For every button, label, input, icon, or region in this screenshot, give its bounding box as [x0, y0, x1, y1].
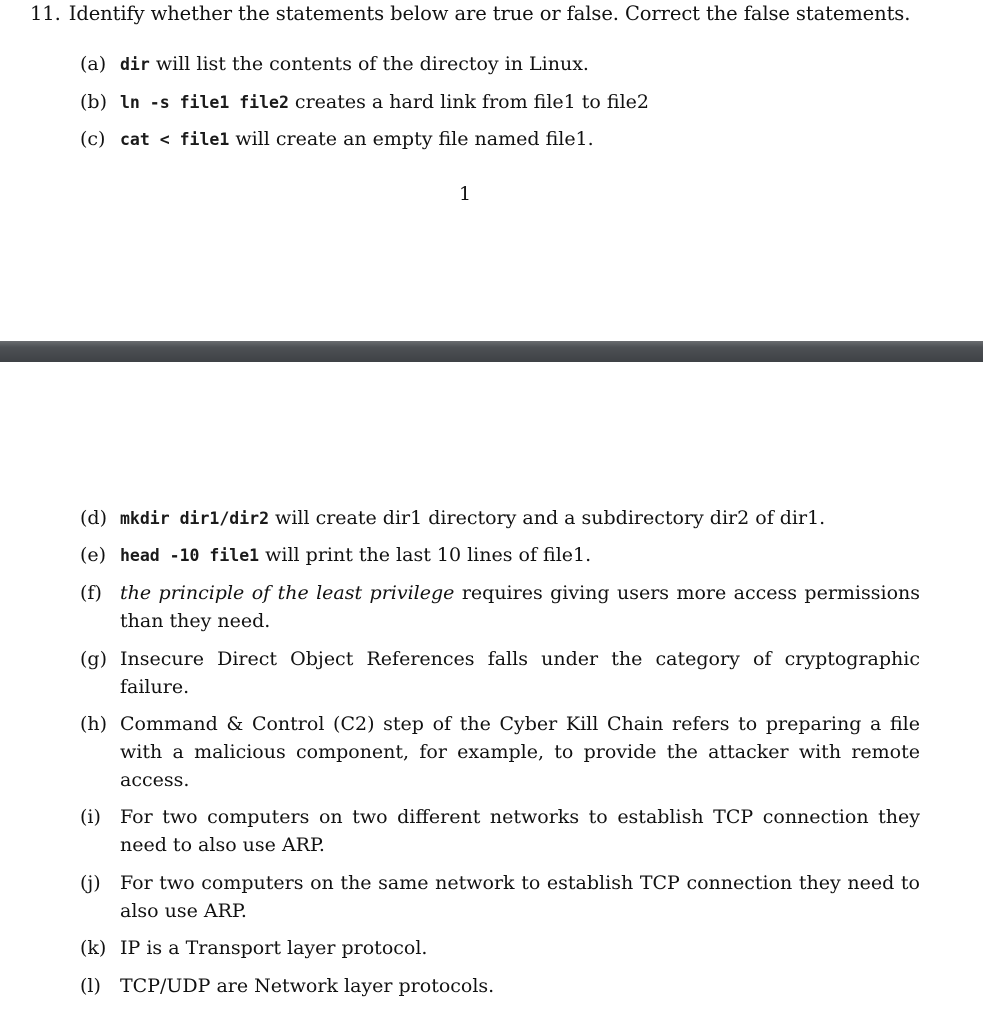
command-code: mkdir dir1/dir2: [120, 509, 270, 528]
statement-k: [80, 934, 920, 962]
statement-text: Command & Control (C2) step of the Cyber Kill Chain refers to preparing a file with a malicious component, for example, to provide the attacker with remote access.: [120, 713, 920, 791]
statement-text: will list the contents of the directoy in Linux.: [149, 53, 589, 75]
page-1: [0, 0, 983, 341]
page-2: [0, 362, 983, 1024]
statement-text: IP is a Transport layer protocol.: [120, 937, 428, 959]
command-code: cat < file1: [120, 130, 230, 149]
statement-label: (a): [80, 53, 107, 75]
page-number: 1: [458, 183, 472, 205]
statement-label: (f): [80, 582, 102, 604]
statement-c: [80, 125, 920, 154]
statement-text: will create dir1 directory and a subdirectory dir2 of dir1.: [269, 507, 826, 529]
statement-label: (k): [80, 937, 107, 959]
statement-g: [80, 645, 920, 701]
statement-label: (j): [80, 872, 101, 894]
statement-label: (e): [80, 544, 107, 566]
statement-label: (b): [80, 91, 107, 113]
statement-e: [80, 541, 920, 570]
statement-label: (l): [80, 975, 101, 997]
statement-text: creates a hard link from file1 to file2: [288, 91, 649, 113]
statement-text: will print the last 10 lines of file1.: [259, 544, 592, 566]
question-number: 11.: [30, 2, 61, 25]
statement-text: requires giving users more access permissions than they need.: [120, 582, 921, 632]
statement-label: (g): [80, 648, 107, 670]
statement-text: will create an empty file named file1.: [229, 128, 594, 150]
statement-text: TCP/UDP are Network layer protocols.: [120, 975, 495, 997]
statement-text: For two computers on the same network to establish TCP connection they need to also use ARP.: [120, 872, 920, 922]
statement-j: [80, 869, 920, 925]
statement-label: (c): [80, 128, 106, 150]
statement-i: [80, 803, 920, 859]
statement-f: [80, 579, 920, 635]
page-separator: [0, 341, 983, 362]
statement-label: (i): [80, 806, 101, 828]
command-code: dir: [120, 55, 150, 74]
emphasized-term: the principle of the least privilege: [120, 582, 455, 604]
statement-h: [80, 710, 920, 794]
command-code: head -10 file1: [120, 546, 260, 565]
command-code: ln -s file1 file2: [120, 93, 289, 112]
statement-d: [80, 504, 920, 533]
statement-text: Insecure Direct Object References falls under the category of cryptographic failure.: [120, 648, 920, 698]
statement-a: [80, 50, 920, 79]
statement-text: For two computers on two different networks to establish TCP connection they need to also use ARP.: [120, 806, 920, 856]
statement-label: (h): [80, 713, 108, 735]
question-prompt: Identify whether the statements below are true or false. Correct the false statements.: [68, 2, 911, 25]
statement-l: [80, 972, 920, 1000]
question-heading: [30, 2, 910, 26]
statement-b: [80, 88, 920, 117]
statement-label: (d): [80, 507, 107, 529]
